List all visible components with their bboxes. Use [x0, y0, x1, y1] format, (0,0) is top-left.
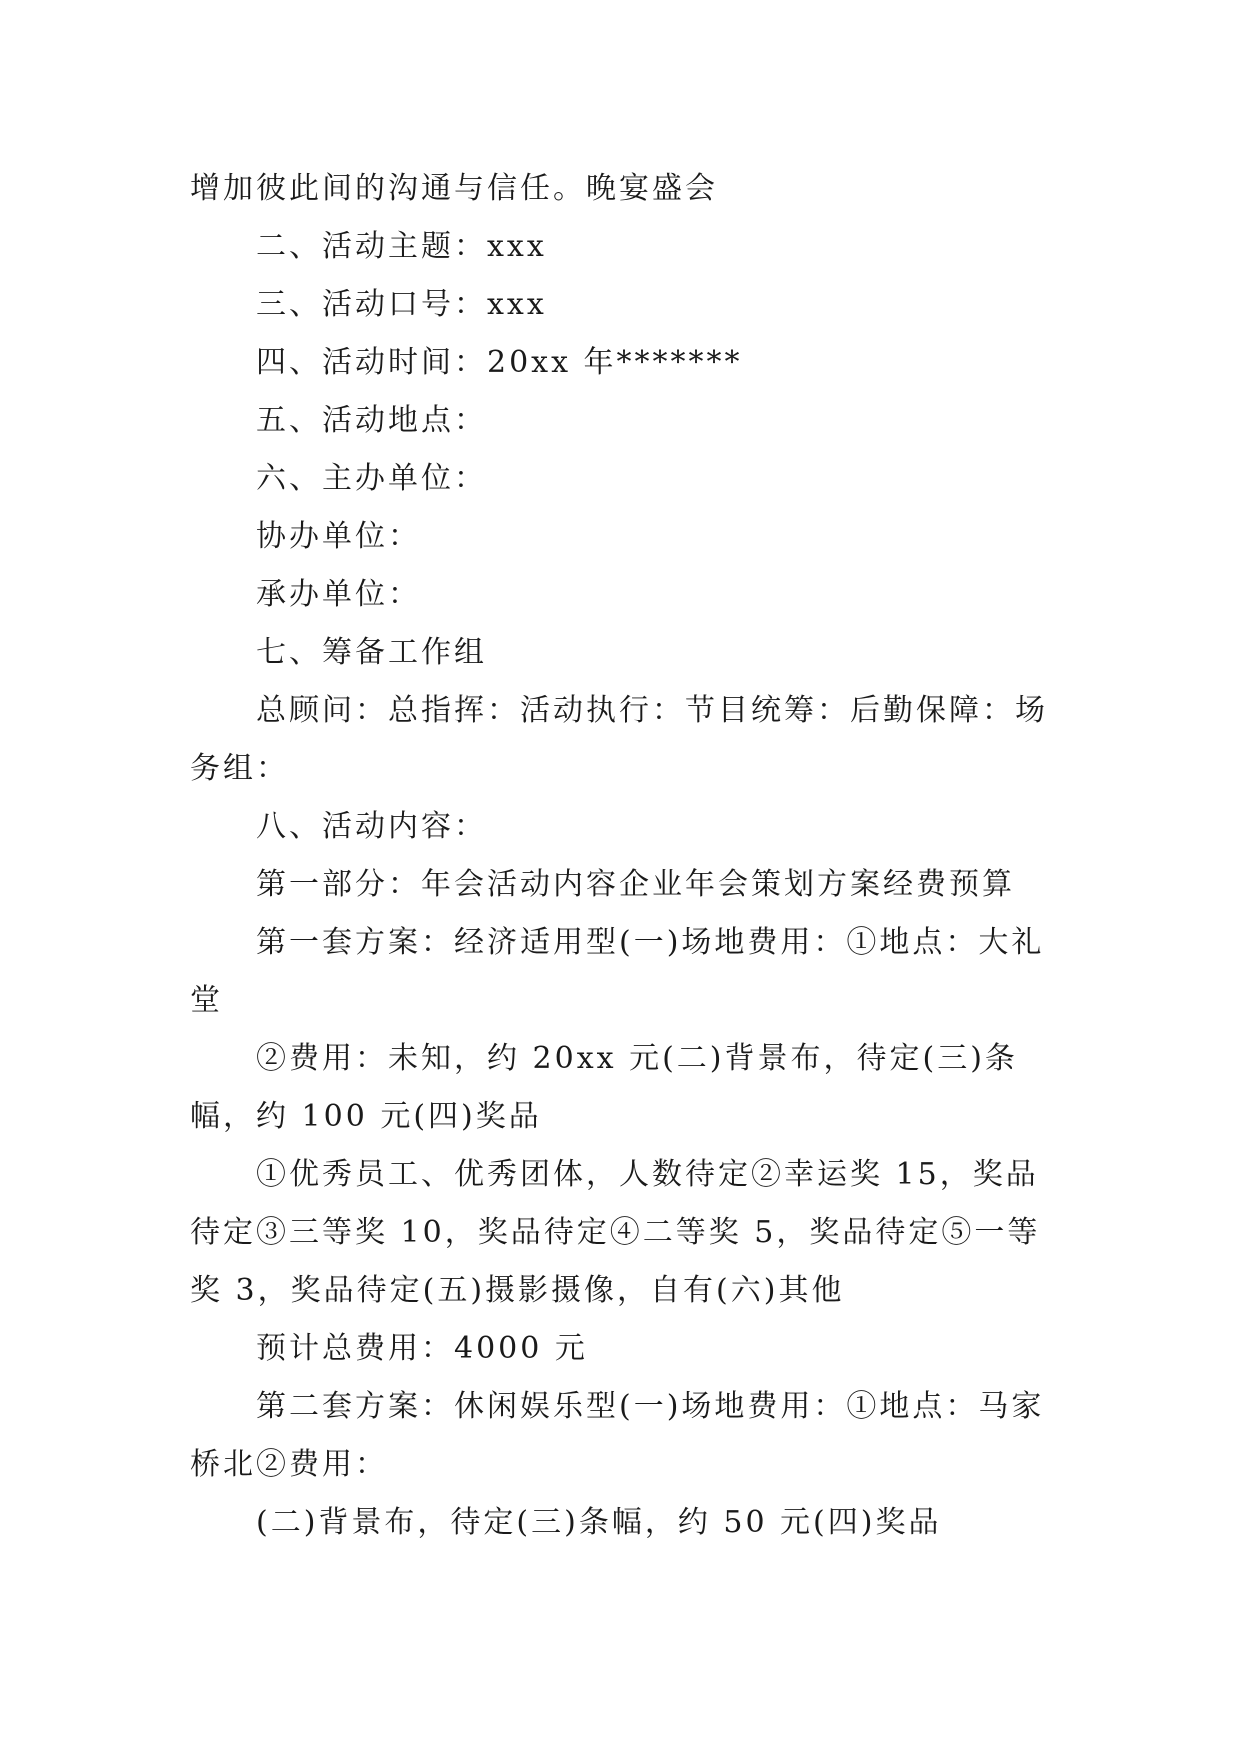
paragraph-undertaker: 承办单位：: [256, 577, 421, 612]
paragraph-location: 五、活动地点：: [256, 403, 487, 438]
paragraph-activity-content: 八、活动内容：: [256, 809, 487, 844]
paragraph-slogan: 三、活动口号：xxx: [256, 287, 547, 322]
paragraph-plan-two-items: (二)背景布，待定(三)条幅，约 50 元(四)奖品: [256, 1505, 942, 1540]
paragraph-organizer: 六、主办单位：: [256, 461, 487, 496]
paragraph-plan-one: 第一套方案：经济适用型(一)场地费用：①地点：大礼堂: [190, 925, 1045, 1018]
paragraph-plan-one-total: 预计总费用：4000 元: [256, 1331, 588, 1366]
paragraph-continuation: 增加彼此间的沟通与信任。晚宴盛会: [190, 171, 718, 206]
paragraph-plan-one-prizes: ①优秀员工、优秀团体，人数待定②幸运奖 15，奖品待定③三等奖 10，奖品待定④二等奖 5，奖品待定⑤一等奖 3，奖品待定(五)摄影摄像，自有(六)其他: [190, 1157, 1041, 1308]
paragraph-time: 四、活动时间：20xx 年*******: [256, 345, 743, 380]
paragraph-plan-two: 第二套方案：休闲娱乐型(一)场地费用：①地点：马家桥北②费用：: [190, 1389, 1045, 1482]
document-body: [190, 160, 1060, 1552]
paragraph-group-roles: 总顾问：总指挥：活动执行：节目统筹：后勤保障：场务组：: [190, 693, 1048, 786]
paragraph-working-group: 七、筹备工作组: [256, 635, 487, 670]
paragraph-theme: 二、活动主题：xxx: [256, 229, 547, 264]
paragraph-co-organizer: 协办单位：: [256, 519, 421, 554]
paragraph-plan-one-cost: ②费用：未知，约 20xx 元(二)背景布，待定(三)条幅，约 100 元(四)奖品: [190, 1041, 1018, 1134]
paragraph-part-one: 第一部分：年会活动内容企业年会策划方案经费预算: [256, 867, 1015, 902]
